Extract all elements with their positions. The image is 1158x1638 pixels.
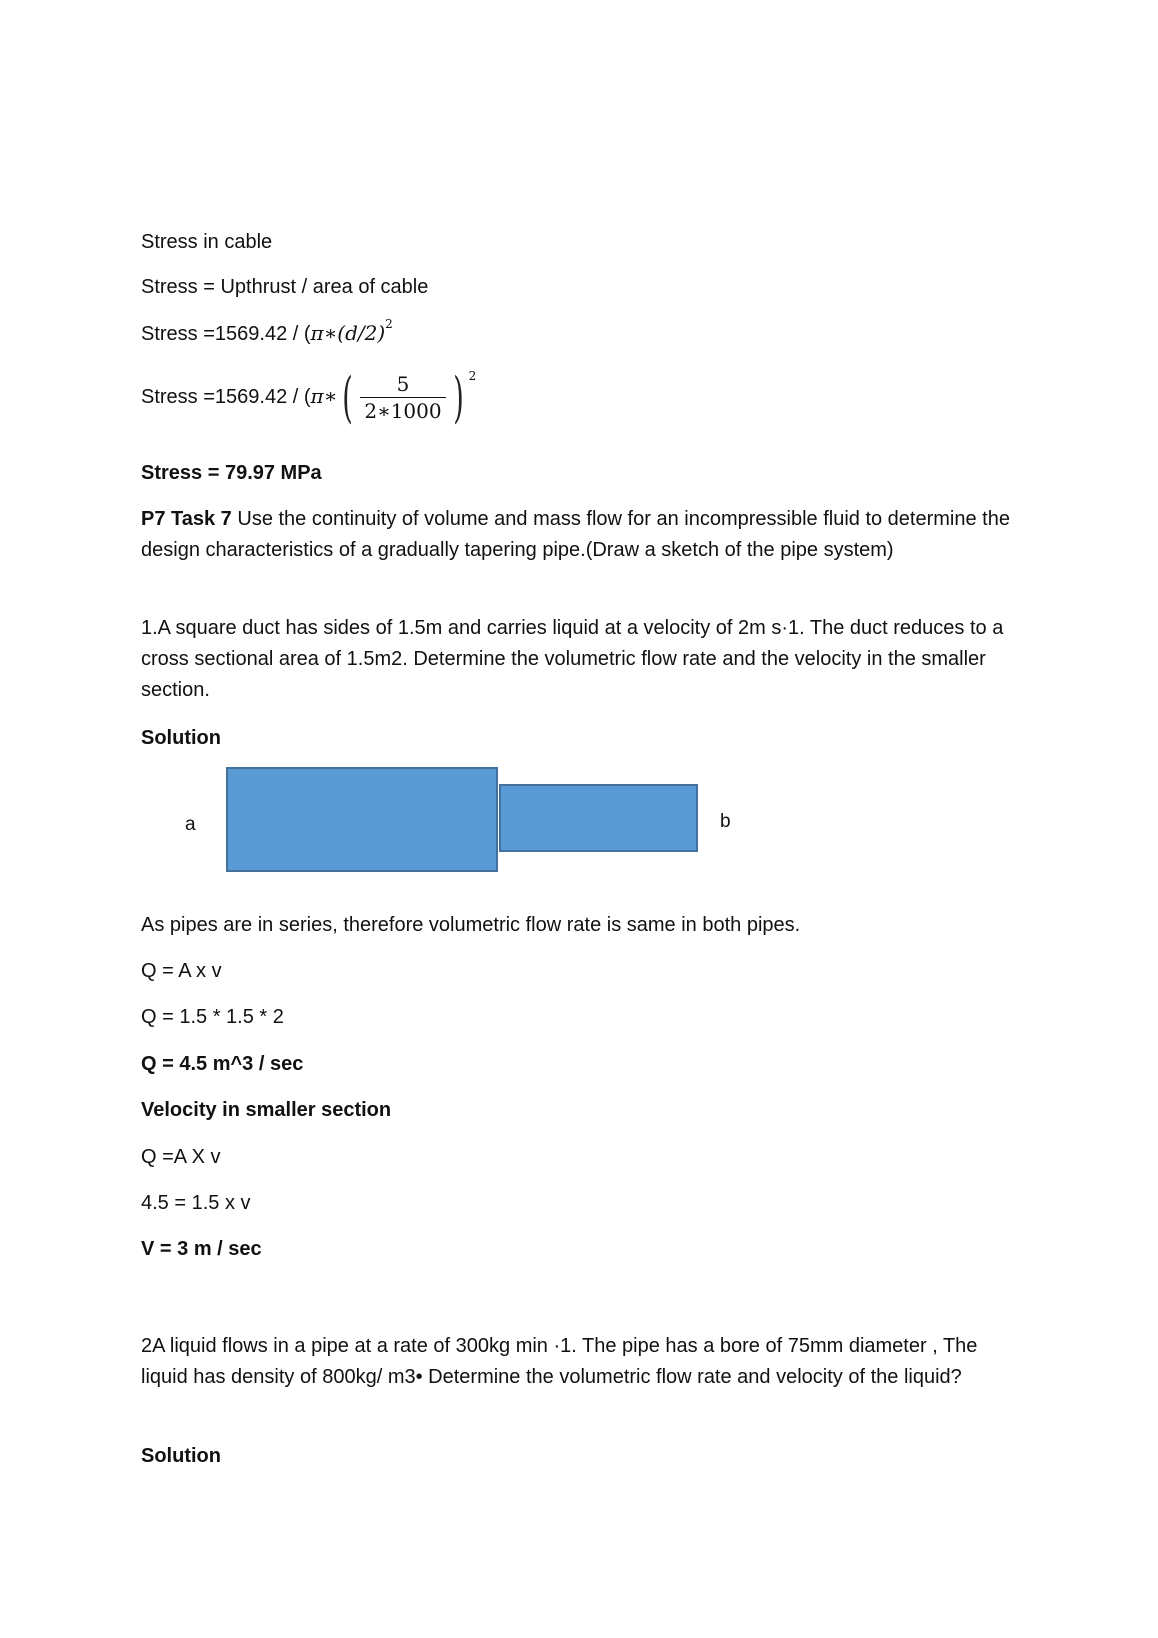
question-2-text: 2A liquid flows in a pipe at a rate of 300kg min ·1. The pipe has a bore of 75mm diameter , The liquid has density of 800kg/ m3• Determine the volumetric flow rate and velocity of the liquid? <box>141 1335 978 1388</box>
right-paren-icon: ) <box>452 365 464 429</box>
flow-substitution: Q = 1.5 * 1.5 * 2 <box>141 1006 284 1028</box>
stress-eq2-prefix: Stress =1569.42 / ( <box>141 386 311 408</box>
diagram-label-b: b <box>720 811 731 832</box>
stress-eq1-pi: π∗ <box>310 321 338 345</box>
pipe-section-b <box>499 784 698 852</box>
stress-eq2-fraction-group <box>337 365 477 429</box>
solution-2-heading: Solution <box>141 1445 221 1467</box>
stress-equation-2 <box>141 365 1021 429</box>
stress-definition: Stress = Upthrust / area of cable <box>141 276 429 298</box>
pipe-section-a <box>226 767 498 872</box>
velocity-result: V = 3 m / sec <box>141 1238 262 1260</box>
left-paren-icon: ( <box>342 365 354 429</box>
diagram-label-a: a <box>185 814 196 835</box>
series-explanation: As pipes are in series, therefore volumetric flow rate is same in both pipes. <box>141 914 801 936</box>
fraction-denominator: 2∗1000 <box>360 397 445 424</box>
stress-eq1-inner: (d/2) <box>337 321 386 345</box>
stress-result: Stress = 79.97 MPa <box>141 462 322 484</box>
flow-formula-2: Q =A X v <box>141 1146 221 1168</box>
flow-result: Q = 4.5 m^3 / sec <box>141 1053 304 1075</box>
task-description <box>141 504 1021 566</box>
fraction-numerator: 5 <box>396 372 410 397</box>
task-text: Use the continuity of volume and mass flow for an incompressible fluid to determine the design characteristics of a gradually tapering pipe.(Draw a sketch of the pipe system) <box>141 508 1010 561</box>
task-label: P7 Task 7 <box>141 508 232 530</box>
stress-eq1-exponent: 2 <box>385 317 393 331</box>
stress-eq2-exponent: 2 <box>468 368 477 383</box>
flow-substitution-2: 4.5 = 1.5 x v <box>141 1192 251 1214</box>
solution-1-heading: Solution <box>141 727 221 749</box>
stress-eq1-prefix: Stress =1569.42 / ( <box>141 323 311 345</box>
stress-eq2-pi: π∗ <box>310 384 338 408</box>
question-1-text: 1.A square duct has sides of 1.5m and carries liquid at a velocity of 2m s·1. The duct reduces to a cross sectional area of 1.5m2. Determine the volumetric flow rate and the velocity in the smaller section. <box>141 617 1004 701</box>
flow-formula: Q = A x v <box>141 960 222 982</box>
velocity-heading: Velocity in smaller section <box>141 1099 392 1121</box>
stress-eq2-fraction <box>360 371 445 424</box>
stress-in-cable-text: Stress in cable <box>141 231 273 253</box>
stress-equation-1 <box>141 318 1021 352</box>
